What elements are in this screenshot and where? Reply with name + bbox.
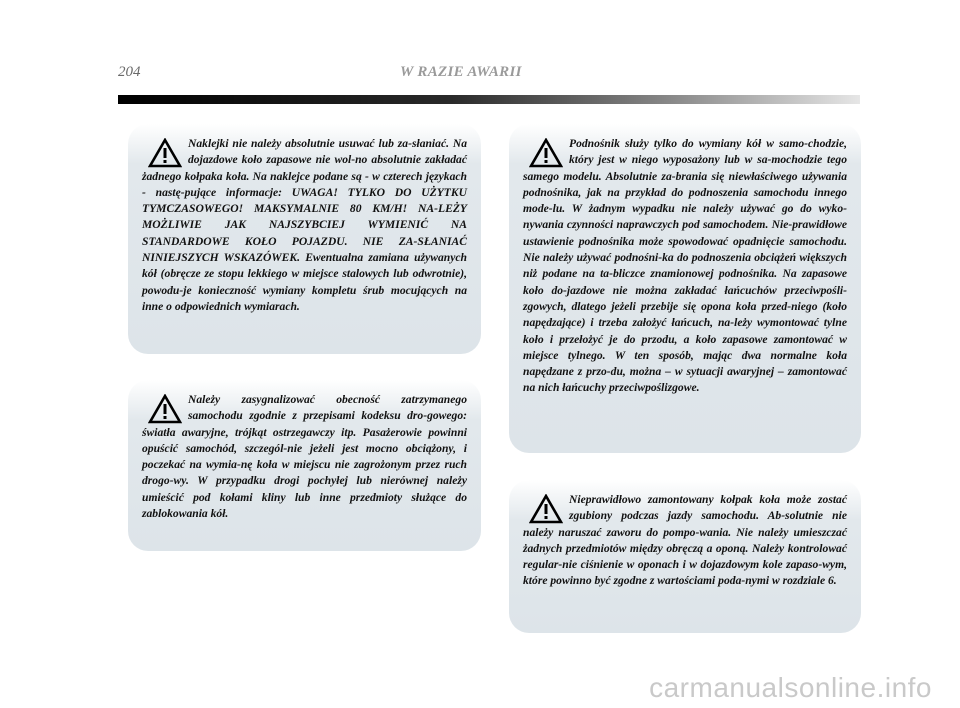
section-title: W RAZIE AWARII xyxy=(400,64,522,80)
warning-text-hazard: Należy zasygnalizować obecność zatrzymanego samochodu zgodnie z przepisami kodeksu dro-gowego: światła awaryjne, trójkąt ostrzegawczy itp. Pasażerowie powinni opuścić samochód, szczegól-nie jeżeli jest mocno obciążony, i poczekać na wymia-nę koła w miejscu nie zagrożonym przez ruch drogo-wy. W przypadku drogi pochyłej lub nierównej należy umieścić pod kołami kliny lub inne przedmioty służące do zablokowania kół. xyxy=(142,393,467,521)
warning-triangle-icon xyxy=(148,394,182,424)
watermark: carmanualsonline.info xyxy=(649,672,932,703)
warning-triangle-icon xyxy=(529,138,563,168)
warning-box-jack xyxy=(509,124,861,453)
warning-box-sticker xyxy=(128,124,481,354)
warning-triangle-icon xyxy=(529,494,563,524)
header-rule xyxy=(118,95,860,104)
warning-box-hazard xyxy=(128,380,481,551)
warning-text-jack: Podnośnik służy tylko do wymiany kół w samo-chodzie, który jest w niego wyposażony lub w sa-mochodzie tego samego modelu. Absolutnie za-brania się niewłaściwego używania podnośnika, jak na przykład do podnoszenia samochodu innego mode-lu. W żadnym wypadku nie należy używać go do wyko-nywania czynności naprawczych pod samochodem. Nie-prawidłowe ustawienie podnośnika może spowodować opadnięcie samochodu. Nie należy używać podnośni-ka do podnoszenia obciążeń większych niż podane na ta-bliczce znamionowej podnośnika. Na zapasowe koło do-jazdowe nie można zakładać łańcuchów przeciwpośli-zgowych, dlatego jeżeli przebije się opona koła przed-niego (koło napędzające) i trzeba założyć łańcuch, na-leży wymontować tylne koło i przełożyć je do przodu, a koło zapasowe zamontować w miejsce tylnego. W ten sposób, mając dwa normalne koła napędzane z przo-du, można – w sytuacji awaryjnej – zamontować na nich łańcuchy przeciwpoślizgowe. xyxy=(523,137,847,395)
warning-text-sticker: Naklejki nie należy absolutnie usuwać lub za-słaniać. Na dojazdowe koło zapasowe nie wol-no absolutnie zakładać żadnego kołpaka koła. Na naklejce podane są - w czterech językach - nastę-pujące informacje: UWAGA! TYLKO DO UŻYTKU TYMCZASOWEGO! MAKSYMALNIE 80 KM/H! NA-LEŻY MOŻLIWIE JAK NAJSZYBCIEJ WYMIENIĆ NA STANDARDOWE KOŁO POJAZDU. NIE ZA-SŁANIAĆ NINIEJSZYCH WSKAZÓWEK. Ewentualna zamiana używanych kół (obręcze ze stopu lekkiego w miejsce stalowych lub odwrotnie), powodu-je konieczność wymiany kompletu śrub mocujących na inne o odpowiednich wymiarach. xyxy=(142,137,467,313)
warning-triangle-icon xyxy=(148,138,182,168)
warning-box-hubcap xyxy=(509,480,861,633)
page-number: 204 xyxy=(118,64,141,80)
warning-text-hubcap: Nieprawidłowo zamontowany kołpak koła może zostać zgubiony podczas jazdy samochodu. Ab-solutnie nie należy naruszać zaworu do pompo-wania. Nie należy umieszczać żadnych przedmiotów między obręczą a oponą. Należy kontrolować regular-nie ciśnienie w oponach i w dojazdowym kole zapaso-wym, które powinno być zgodne z wartościami poda-nymi w rozdziale 6. xyxy=(523,493,847,588)
